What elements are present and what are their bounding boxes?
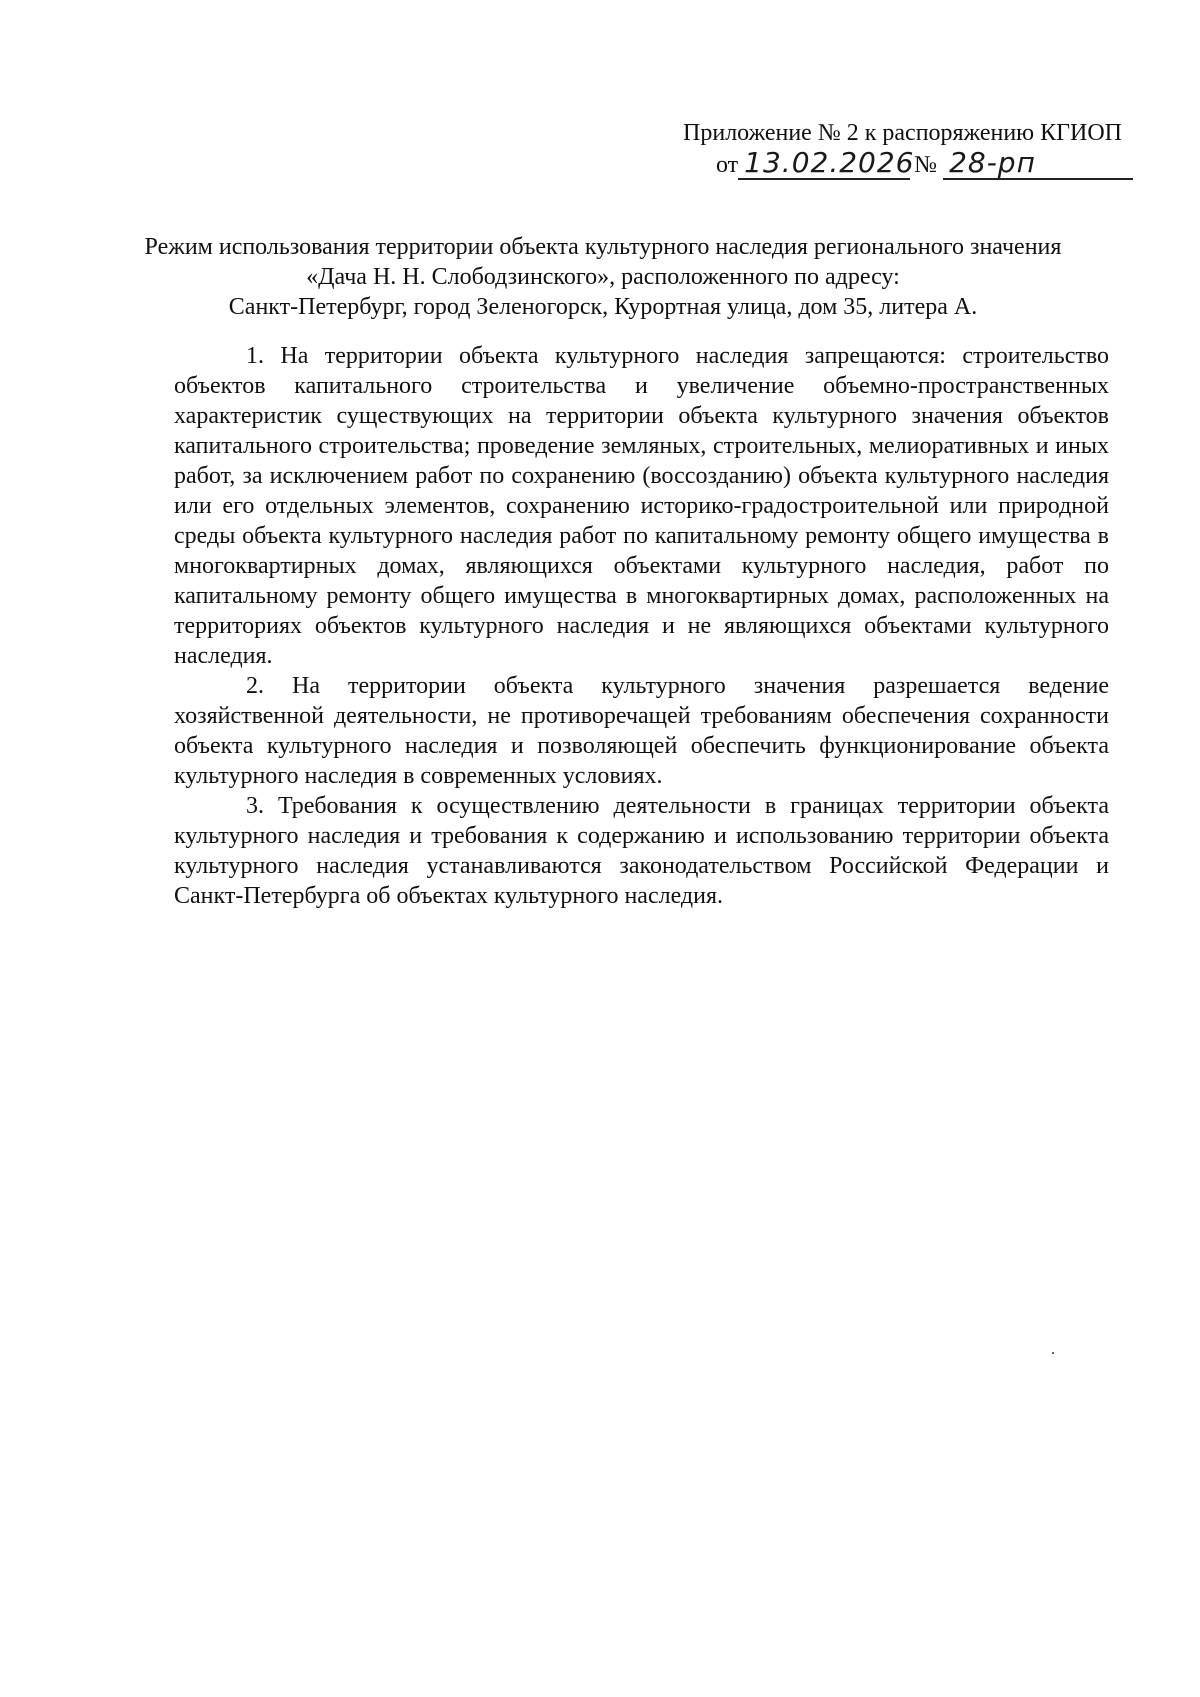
scan-speck [1052,1352,1054,1354]
annex-date-number-line [602,146,1122,180]
number-field [943,146,1133,180]
title-line-2: «Дача Н. Н. Слободзинского», расположенного по адресу: [306,264,900,290]
title-line-3: Санкт-Петербург, город Зеленогорск, Курортная улица, дом 35, литера А. [228,294,978,320]
title-line-1: Режим использования территории объекта культурного наследия регионального значения [144,234,1062,260]
paragraph-2: 2. На территории объекта культурного значения разрешается ведение хозяйственной деятельности, не противоречащей требованиям обеспечения сохранности объекта культурного наследия и позволяющей обеспечить функционирование объекта культурного наследия в современных условиях. [174,673,1109,789]
date-field [738,146,915,180]
paragraph-1: 1. На территории объекта культурного наследия запрещаются: строительство объектов капитального строительства и увеличение объемно-пространственных характеристик существующих на территории объекта культурного значения объектов капитального строительства; проведение земляных, строительных, мелиоративных и иных работ, за исключением работ по сохранению (воссозданию) объекта культурного наследия или его отдельных элементов, сохранению историко-градостроительной или природной среды объекта культурного наследия работ по капитальному ремонту общего имущества в многоквартирных домах, являющихся объектами культурного наследия, работ по капитальному ремонту общего имущества в многоквартирных домах, расположенных на территориях объектов культурного наследия и не являющихся объектами культурного наследия. [174,343,1109,669]
paragraph-3: 3. Требования к осуществлению деятельности в границах территории объекта культурного наследия и требования к содержанию и использованию территории объекта культурного наследия устанавливаются законодательством Российской Федерации и Санкт-Петербурга об объектах культурного наследия. [174,793,1109,909]
handwritten-date: 13.02.2026 [744,146,915,179]
annex-title: Приложение № 2 к распоряжению КГИОП [683,120,1122,146]
date-prefix: от [716,152,739,178]
document-title [118,232,1088,322]
number-sign: № [914,152,938,178]
document-body [174,341,1109,911]
handwritten-number: 28-рп [949,146,1036,179]
annex-header [602,118,1122,180]
